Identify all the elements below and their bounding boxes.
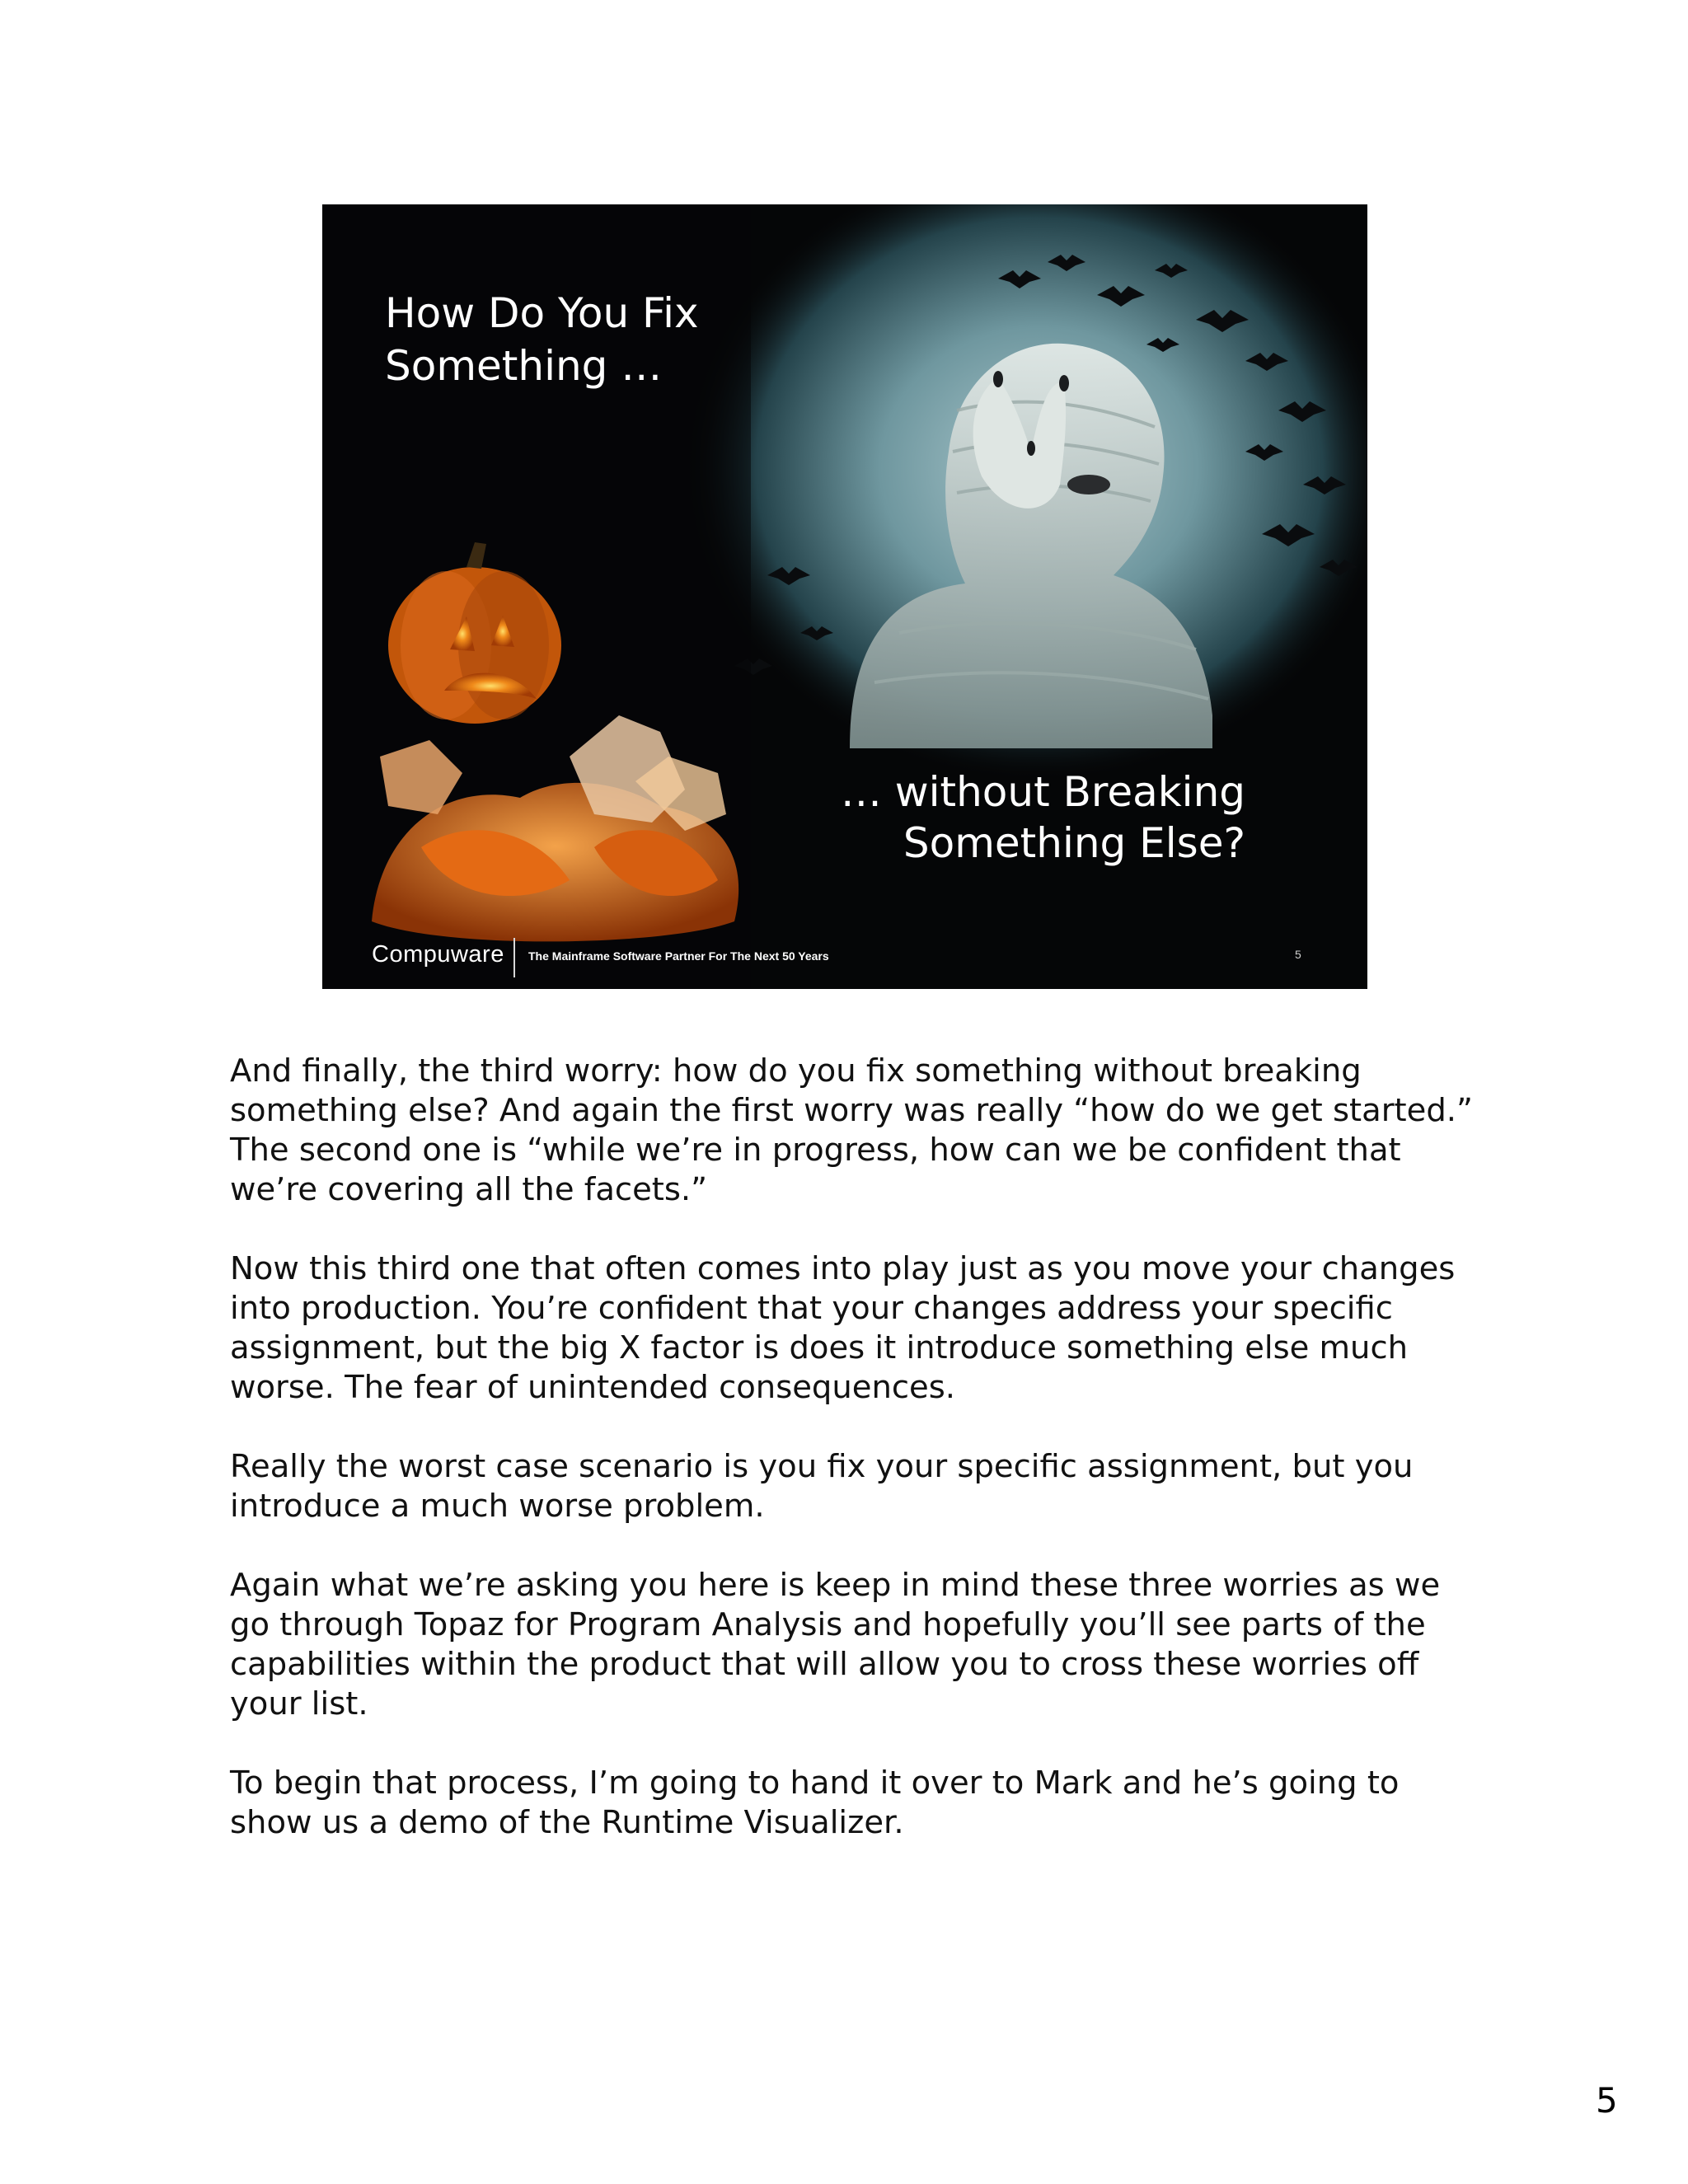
slide-footer — [322, 938, 1367, 989]
footer-divider — [513, 938, 515, 977]
brand-logo: Compuware — [372, 941, 504, 968]
slide-image — [322, 204, 1367, 989]
transcript-body — [230, 1052, 1483, 1882]
paragraph: Again what we’re asking you here is keep in mind these three worries as we go through Topaz for Program Analysis and hopefully you’ll see parts of the capabilities within the product that will allow you to cross these worries off your list. — [230, 1567, 1441, 1722]
slide-number: 5 — [1295, 948, 1301, 961]
paragraph: To begin that process, I’m going to hand it over to Mark and he’s going to show us a demo of the Runtime Visualizer. — [230, 1765, 1400, 1841]
slide-subtitle: … without Breaking Something Else? — [840, 768, 1245, 867]
page-number: 5 — [1596, 2080, 1618, 2121]
paragraph: And finally, the third worry: how do you fix something without breaking something else? And again the first worry was really “how do we get started.” The second one is “while we’re in progress, how can we be confident that we’re covering all the facets.” — [230, 1052, 1473, 1208]
slide-title: How Do You Fix Something … — [385, 289, 699, 390]
paragraph: Now this third one that often comes into play just as you move your changes into production. You’re confident that your changes address your specific assignment, but the big X factor is does it introduce something else much worse. The fear of unintended consequences. — [230, 1250, 1456, 1406]
paragraph: Really the worst case scenario is you fix your specific assignment, but you introduce a much worse problem. — [230, 1448, 1414, 1525]
brand-tagline: The Mainframe Software Partner For The Next 50 Years — [528, 949, 829, 963]
